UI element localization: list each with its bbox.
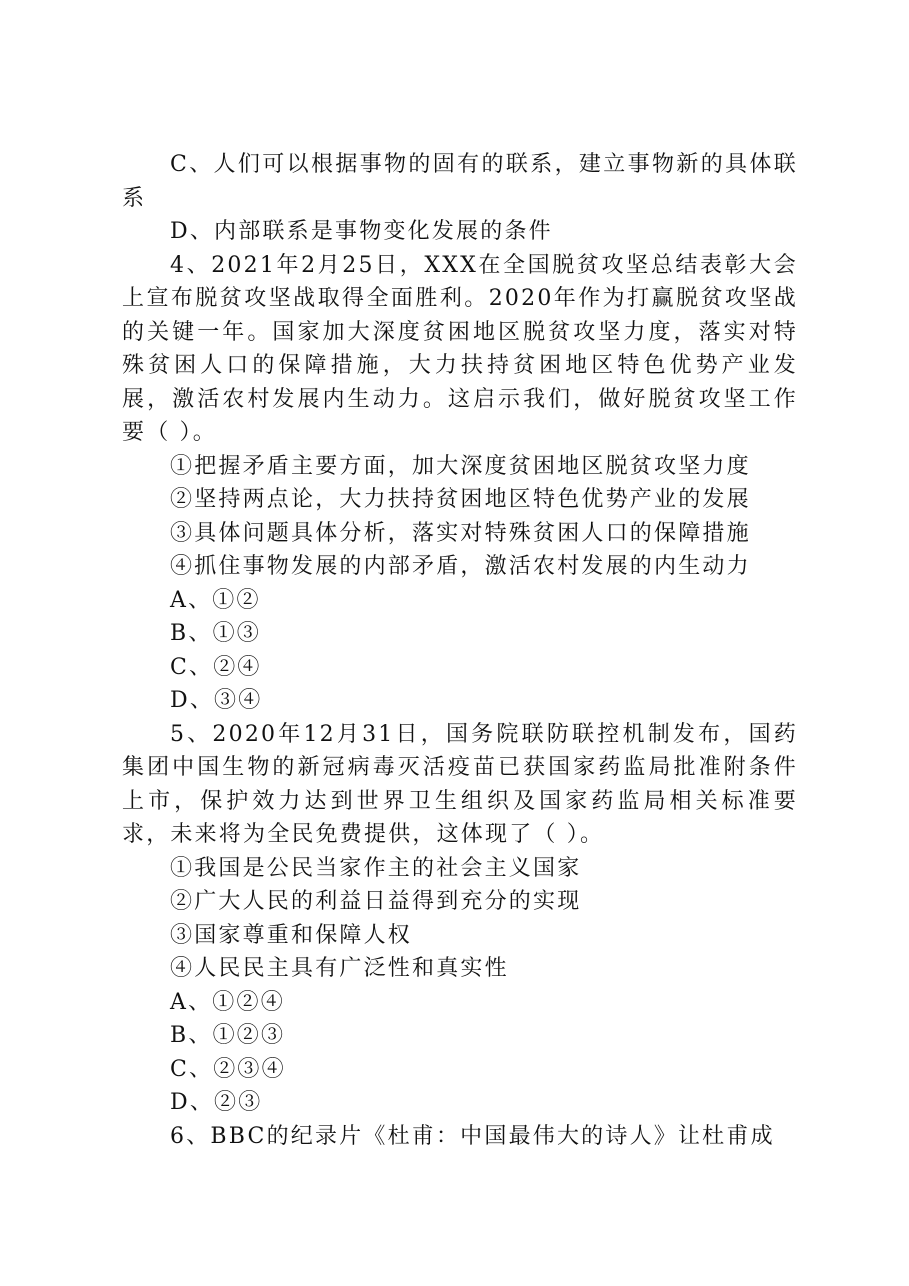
option-a-q5: A、①②④ [170, 989, 285, 1015]
statement-2-q4: ②坚持两点论，大力扶持贫困地区特色优势产业的发展 [170, 487, 751, 512]
option-b-q4: B、①③ [170, 621, 261, 646]
option-d-q4: D、③④ [170, 688, 263, 713]
question-4: 4、2021年2月25日，XXX在全国脱贫攻坚总结表彰大会上宣布脱贫攻坚战取得全面胜利。2020年作为打赢脱贫攻坚战的关键一年。国家加大深度贫困地区脱贫攻坚力度，落实对特殊贫困人口的保障措施，大力扶持贫困地区特色优势产业发展，激活农村发展内生动力。这启示我们，做好脱贫攻坚工作要（ ）。 [122, 252, 798, 445]
option-b-q5: B、①②③ [170, 1023, 286, 1048]
statement-1-q5: ①我国是公民当家作主的社会主义国家 [170, 855, 582, 881]
option-c-q3: C、人们可以根据事物的固有的联系，建立事物新的具体联系 [122, 152, 798, 211]
option-d-q3: D、内部联系是事物变化发展的条件 [170, 219, 553, 244]
option-a-q4: A、①② [170, 587, 261, 613]
document-body [122, 148, 798, 1153]
statement-3-q4: ③具体问题具体分析，落实对特殊贫困人口的保障措施 [170, 520, 751, 546]
statement-1-q4: ①把握矛盾主要方面，加大深度贫困地区脱贫攻坚力度 [170, 453, 751, 479]
statement-2-q5: ②广大人民的利益日益得到充分的实现 [170, 889, 582, 914]
question-5: 5、2020年12月31日，国务院联防联控机制发布，国药集团中国生物的新冠病毒灭活疫苗已获国家药监局批准附条件上市，保护效力达到世界卫生组织及国家药监局相关标准要求，未来将为全民免费提供，这体现了（ ）。 [122, 721, 798, 847]
option-c-q4: C、②④ [170, 654, 262, 680]
option-d-q5: D、②③ [170, 1090, 263, 1115]
option-c-q5: C、②③④ [170, 1056, 286, 1082]
statement-3-q5: ③国家尊重和保障人权 [170, 922, 413, 948]
statement-4-q5: ④人民民主具有广泛性和真实性 [170, 956, 509, 981]
statement-4-q4: ④抓住事物发展的内部矛盾，激活农村发展的内生动力 [170, 554, 751, 579]
question-6: 6、BBC的纪录片《杜甫：中国最伟大的诗人》让杜甫成 [170, 1123, 775, 1149]
